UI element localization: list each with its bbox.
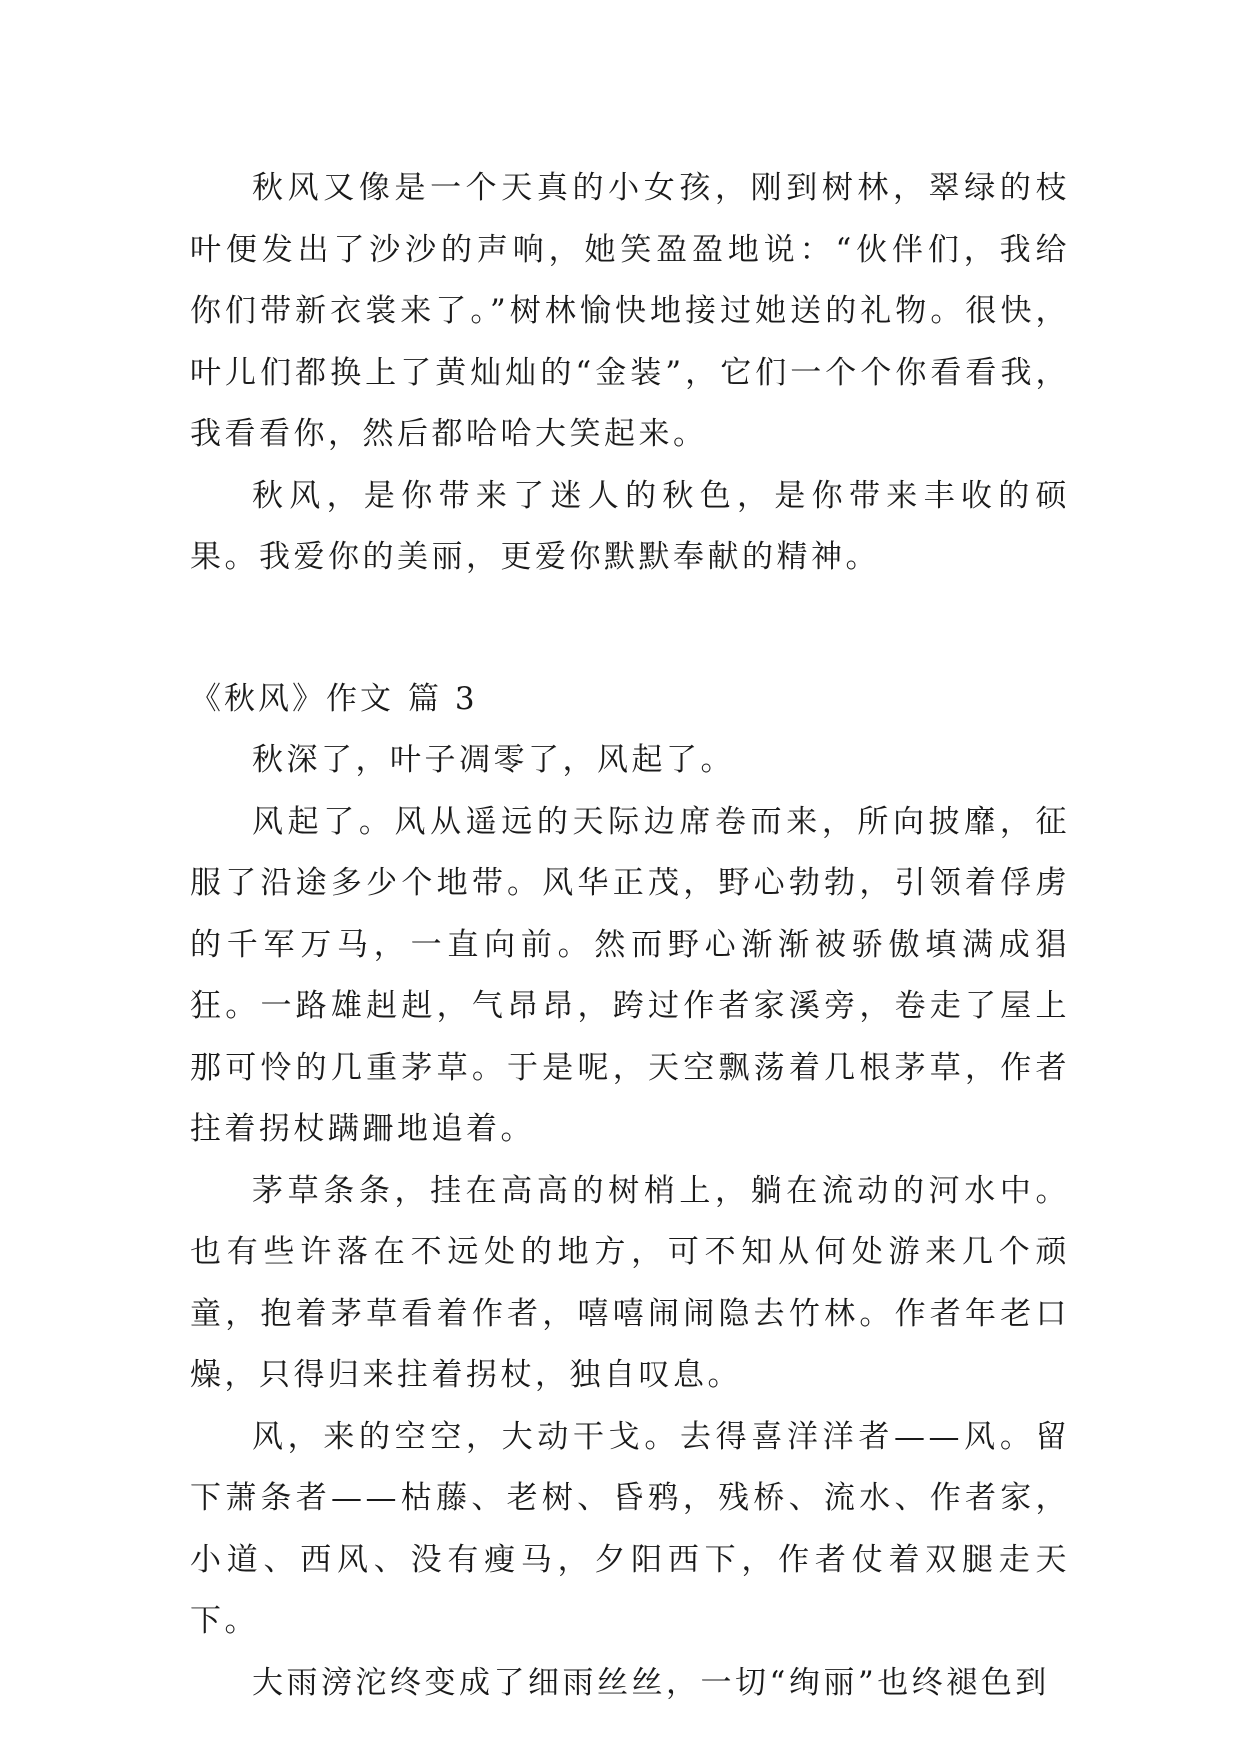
paragraph-autumn-wind-girl: 秋风又像是一个天真的小女孩，刚到树林，翠绿的枝叶便发出了沙沙的声响，她笑盈盈地说：“伙伴们，我给你们带新衣裳来了。”树林愉快地接过她送的礼物。很快，叶儿们都换上了黄灿灿的“金装”，它们一个个你看看我，我看看你，然后都哈哈大笑起来。 <box>190 170 1070 452</box>
document-body <box>190 158 1070 1714</box>
paragraph-thatch: 茅草条条，挂在高高的树梢上，躺在流动的河水中。也有些许落在不远处的地方，可不知从何处游来几个顽童，抱着茅草看着作者，嘻嘻闹闹隐去竹林。作者年老口燥，只得归来拄着拐杖，独自叹息。 <box>190 1172 1070 1393</box>
essay-part-label: 篇 3 <box>408 680 478 717</box>
paragraph-rain: 大雨滂沱终变成了细雨丝丝，一切“绚丽”也终褪色到 <box>252 1664 1050 1701</box>
essay-title: 《秋风》作文 <box>190 680 394 717</box>
paragraph-wind-rises: 风起了。风从遥远的天际边席卷而来，所向披靡，征服了沿途多少个地带。风华正茂，野心勃勃，引领着俘虏的千军万马，一直向前。然而野心渐渐被骄傲填满成猖狂。一路雄赳赳，气昂昂，跨过作者家溪旁，卷走了屋上那可怜的几重茅草。于是呢，天空飘荡着几根茅草，作者拄着拐杖蹒跚地追着。 <box>190 803 1070 1147</box>
essay-heading <box>190 669 1070 731</box>
paragraph-wind-came: 风，来的空空，大动干戈。去得喜洋洋者——风。留下萧条者——枯藤、老树、昏鸦，残桥、流水、作者家，小道、西风、没有瘦马，夕阳西下，作者仗着双腿走天下。 <box>190 1418 1070 1639</box>
paragraph-autumn-wind-praise: 秋风，是你带来了迷人的秋色，是你带来丰收的硕果。我爱你的美丽，更爱你默默奉献的精神。 <box>190 477 1070 575</box>
paragraph-autumn-deep: 秋深了，叶子凋零了，风起了。 <box>252 742 735 778</box>
